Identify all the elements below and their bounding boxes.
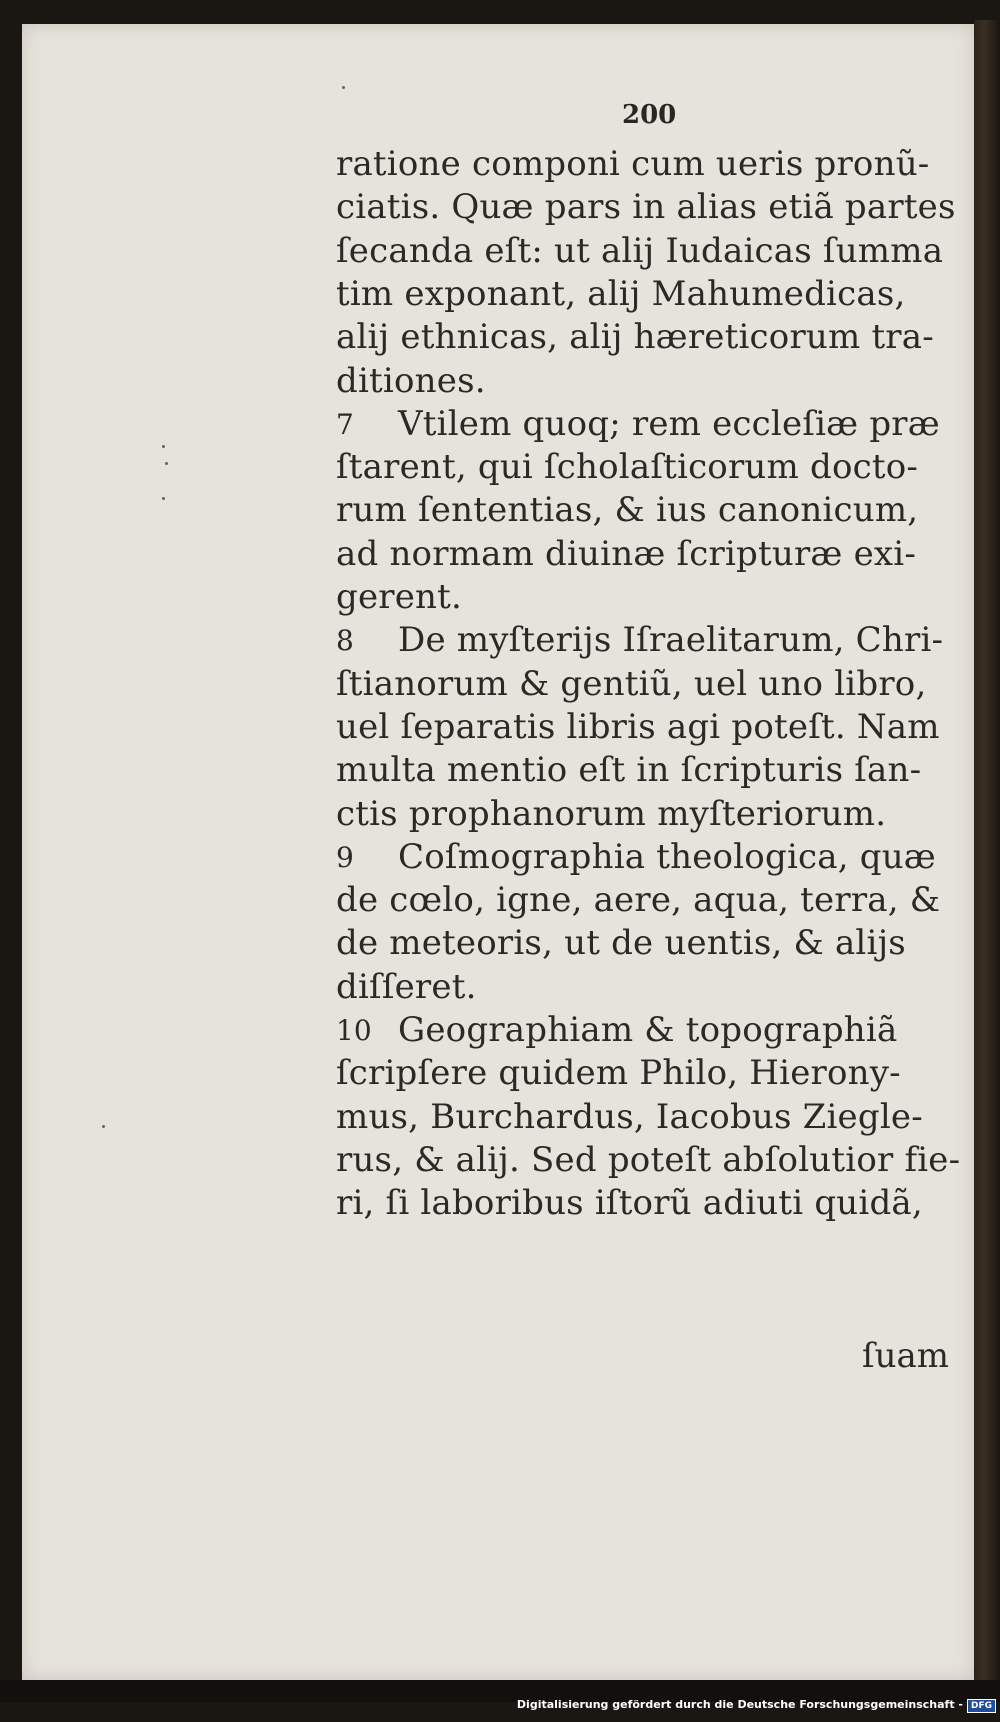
text-line: tim exponant, alij Mahumedicas, bbox=[336, 273, 906, 314]
section-number: 10 bbox=[336, 1014, 372, 1047]
text-line: multa mentio eſt in ſcripturis ſan- bbox=[336, 750, 922, 791]
text-line: mus, Burchardus, Iacobus Ziegle- bbox=[336, 1096, 923, 1137]
text-line: ctis prophanorum myſteriorum. bbox=[336, 793, 887, 834]
page-speck bbox=[102, 1125, 105, 1128]
book-edge bbox=[974, 20, 1000, 1685]
footer-credit: Digitalisierung gefördert durch die Deutsche Forschungsgemeinschaft - bbox=[516, 1698, 963, 1711]
page-speck bbox=[342, 86, 345, 89]
text-line: ſtianorum & gentiũ, uel uno libro, bbox=[336, 663, 927, 704]
text-line: ſecanda eſt: ut alij Iudaicas ſumma bbox=[336, 230, 944, 271]
text-line: ri, ſi laboribus iſtorũ adiuti quidã, bbox=[336, 1183, 923, 1224]
text-line: Vtilem quoq; rem eccleſiæ præ bbox=[398, 403, 940, 444]
text-line: ciatis. Quæ pars in alias etiã partes bbox=[336, 187, 956, 228]
text-line: ad normam diuinæ ſcripturæ exi- bbox=[336, 533, 917, 574]
catchword: ſuam bbox=[862, 1336, 949, 1376]
page-speck bbox=[162, 445, 165, 448]
text-line: gerent. bbox=[336, 577, 463, 617]
text-line: De myſterijs Iſraelitarum, Chri- bbox=[398, 620, 944, 661]
text-line: de meteoris, ut de uentis, & alijs bbox=[336, 923, 906, 964]
page-number: 200 bbox=[622, 100, 677, 130]
text-line: ratione componi cum ueris pronũ- bbox=[336, 144, 930, 184]
section-number: 9 bbox=[336, 840, 354, 874]
text-line: de cœlo, igne, aere, aqua, terra, & bbox=[336, 880, 941, 921]
page-speck bbox=[165, 462, 168, 465]
text-line: Geographiam & topographiã bbox=[398, 1010, 898, 1050]
page-speck bbox=[162, 497, 165, 500]
text-line: diſſeret. bbox=[336, 966, 477, 1007]
text-line: alij ethnicas, alij hæreticorum tra- bbox=[336, 317, 934, 358]
text-line: ſtarent, qui ſcholaſticorum docto- bbox=[336, 447, 919, 488]
section-number: 7 bbox=[336, 407, 354, 441]
text-line: rus, & alij. Sed poteſt abſolutior fie- bbox=[336, 1139, 961, 1180]
text-line: ditiones. bbox=[336, 360, 486, 401]
text-line: rum ſententias, & ius canonicum, bbox=[336, 490, 919, 531]
dfg-logo: DFG bbox=[967, 1699, 996, 1713]
section-number: 8 bbox=[336, 624, 354, 658]
digitization-footer bbox=[0, 1698, 996, 1713]
text-line: ſcripſere quidem Philo, Hierony- bbox=[336, 1053, 901, 1094]
text-line: uel ſeparatis libris agi poteſt. Nam bbox=[336, 706, 940, 747]
text-line: Coſmographia theologica, quæ bbox=[398, 836, 936, 877]
